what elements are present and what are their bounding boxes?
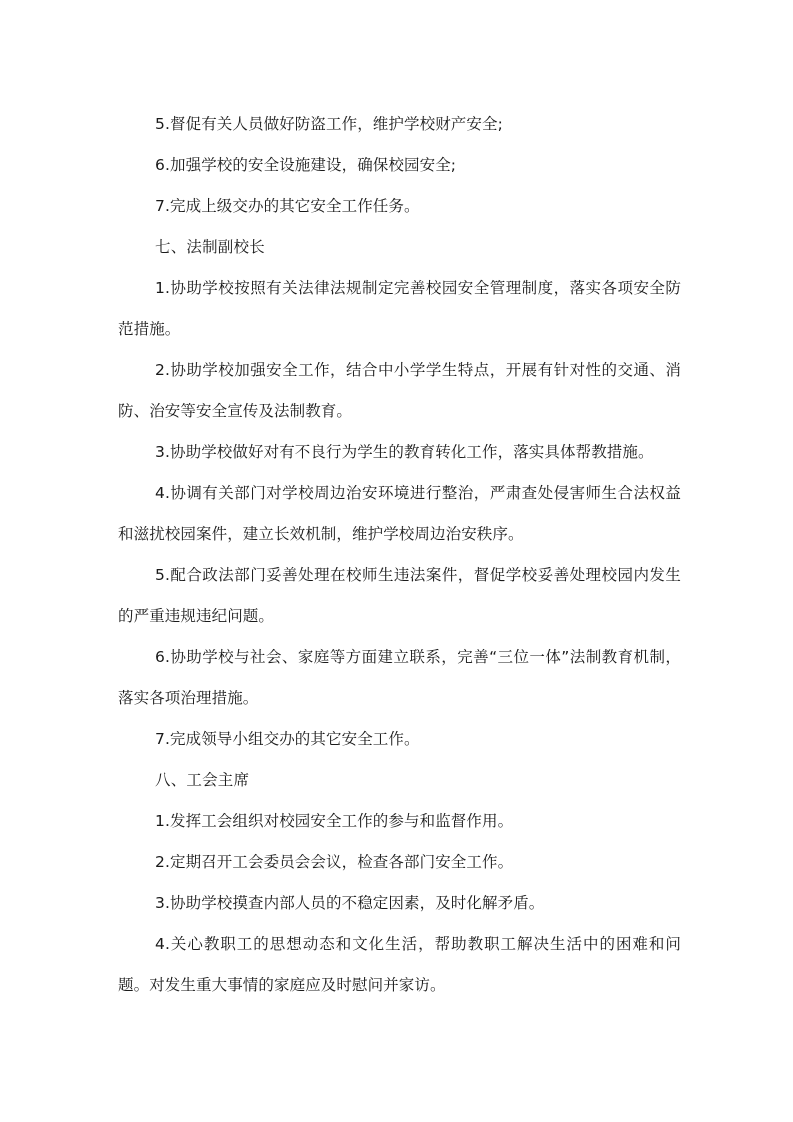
paragraph-item-5-theft: 5.督促有关人员做好防盗工作，维护学校财产安全; [155, 115, 503, 133]
paragraph-legal-6: 6.协助学校与社会、家庭等方面建立联系，完善“三位一体”法制教育机制，落实各项治理措施。 [118, 648, 681, 707]
section-heading-legal-vice-principal: 七、法制副校长 [155, 238, 265, 256]
section-heading-union-chair: 八、工会主席 [155, 771, 250, 789]
paragraph-legal-4: 4.协调有关部门对学校周边治安环境进行整治，严肃查处侵害师生合法权益和滋扰校园案件，建立长效机制，维护学校周边治安秩序。 [118, 484, 681, 543]
paragraph-legal-1: 1.协助学校按照有关法律法规制定完善校园安全管理制度，落实各项安全防范措施。 [118, 279, 681, 338]
paragraph-item-6-facilities: 6.加强学校的安全设施建设，确保校园安全; [155, 156, 457, 174]
paragraph-legal-2: 2.协助学校加强安全工作，结合中小学学生特点，开展有针对性的交通、消防、治安等安全宣传及法制教育。 [118, 361, 681, 420]
paragraph-legal-5: 5.配合政法部门妥善处理在校师生违法案件，督促学校妥善处理校园内发生的严重违规违纪问题。 [118, 566, 681, 625]
paragraph-union-1: 1.发挥工会组织对校园安全工作的参与和监督作用。 [155, 812, 514, 830]
paragraph-union-4: 4.关心教职工的思想动态和文化生活，帮助教职工解决生活中的困难和问题。对发生重大事情的家庭应及时慰问并家访。 [118, 935, 681, 994]
paragraph-item-7-superior-tasks: 7.完成上级交办的其它安全工作任务。 [155, 197, 420, 215]
paragraph-legal-7: 7.完成领导小组交办的其它安全工作。 [155, 730, 420, 748]
paragraph-union-2: 2.定期召开工会委员会会议，检查各部门安全工作。 [155, 853, 514, 871]
paragraph-legal-3: 3.协助学校做好对有不良行为学生的教育转化工作，落实具体帮教措施。 [155, 443, 654, 461]
paragraph-union-3: 3.协助学校摸查内部人员的不稳定因素，及时化解矛盾。 [155, 894, 545, 912]
